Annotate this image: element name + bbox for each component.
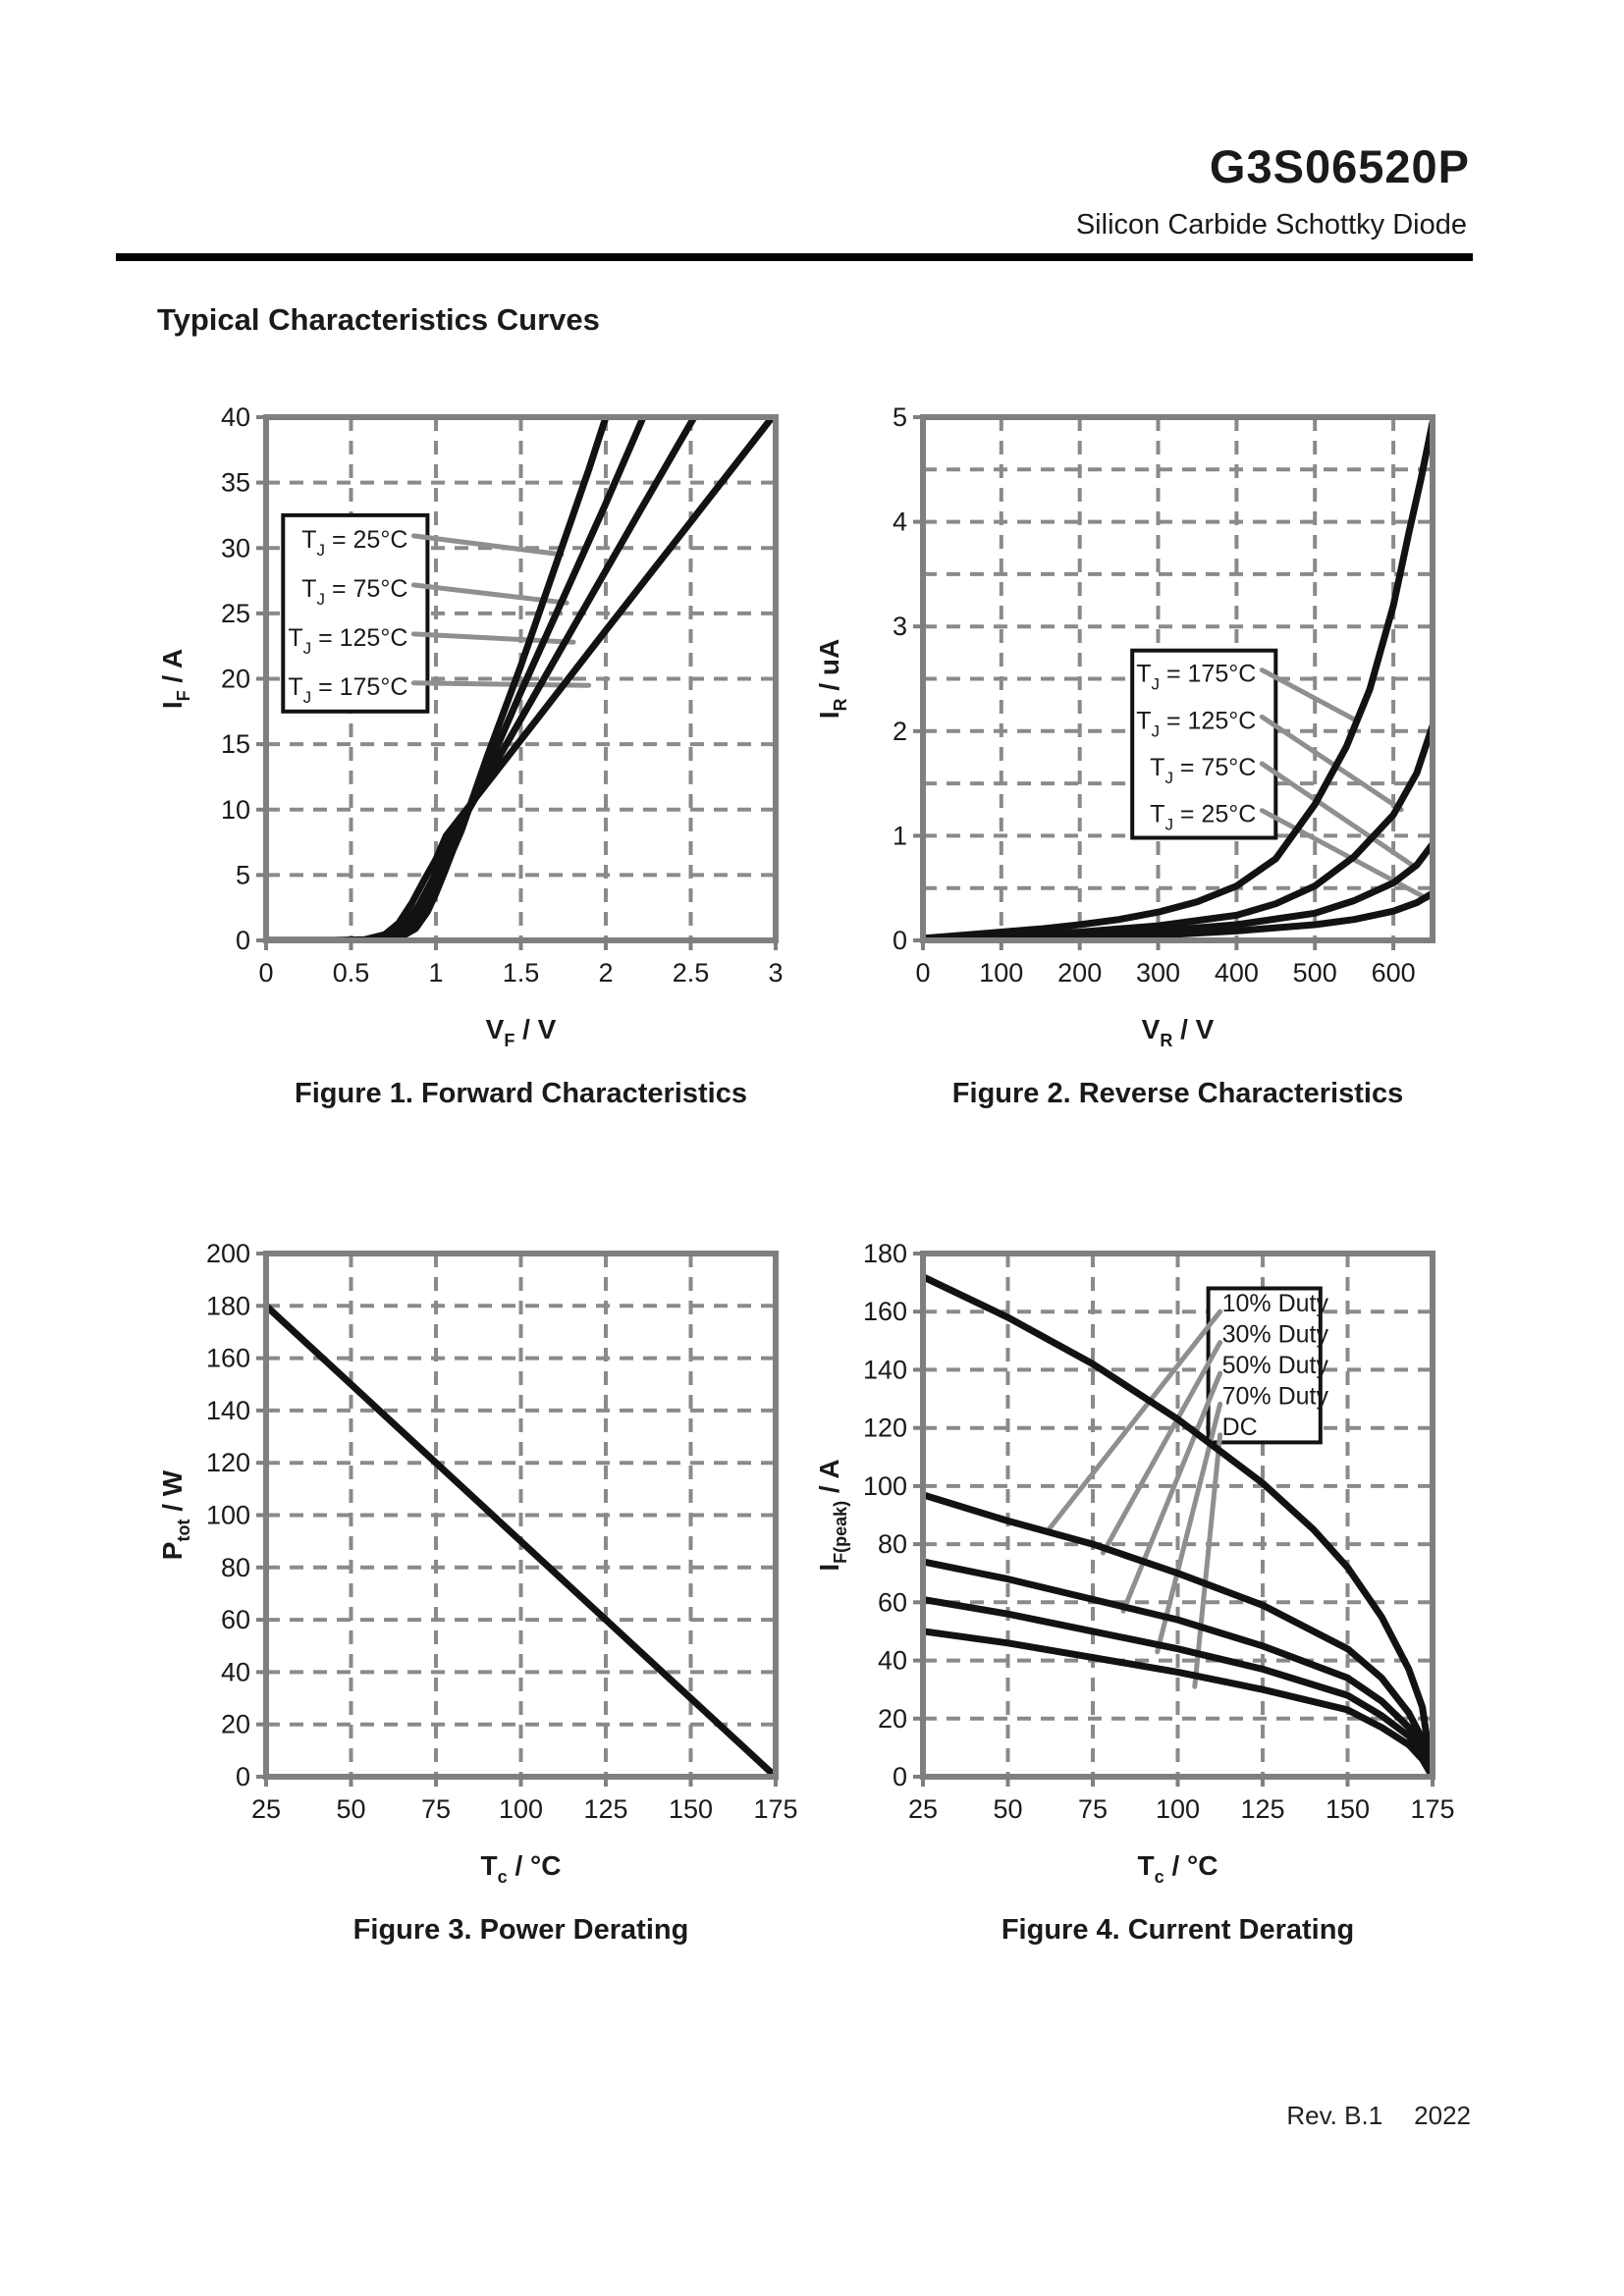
- tick-label: 1.5: [502, 958, 540, 988]
- tick-label: 15: [220, 729, 250, 760]
- tick-label: 80: [877, 1529, 907, 1560]
- fig4-legend-label-duty-30: 30% Duty: [1221, 1320, 1328, 1349]
- tick-label: 180: [862, 1239, 907, 1268]
- revision-label: Rev. B.1: [1286, 2101, 1383, 2130]
- fig3-grid: [266, 1254, 776, 1777]
- tick-label: 180: [205, 1291, 250, 1321]
- fig3-caption: Figure 3. Power Derating: [352, 1914, 689, 1946]
- fig3-chart: [157, 1239, 798, 1946]
- fig4-ticks: [863, 1239, 1455, 1824]
- tick-label: 100: [498, 1794, 544, 1824]
- section-heading: Typical Characteristics Curves: [157, 302, 600, 337]
- tick-label: 20: [877, 1703, 907, 1734]
- tick-label: 80: [220, 1552, 250, 1582]
- fig4-x-axis-title: $T_c / ^\circ C$: [1137, 1850, 1218, 1887]
- tick-label: 40: [220, 402, 250, 432]
- page-footer: [1286, 2101, 1471, 2131]
- tick-label: 30: [220, 533, 250, 563]
- tick-label: 100: [979, 958, 1024, 988]
- tick-label: 2.5: [672, 958, 710, 988]
- tick-label: 2: [892, 716, 907, 746]
- fig3-ticks: [206, 1239, 798, 1824]
- fig1-legend-label-tj-25c: $T_J = 25^\circ C$: [301, 525, 408, 560]
- fig2-legend-label-tj-75c: $T_J = 75^\circ C$: [1150, 754, 1257, 787]
- fig1-x-axis-title: $V_F$ / V: [485, 1014, 557, 1050]
- fig2-legend-label-tj-25c: $T_J = 25^\circ C$: [1150, 800, 1257, 834]
- fig4-legend-label-duty-50: 50% Duty: [1221, 1352, 1328, 1379]
- tick-label: 75: [1077, 1794, 1109, 1824]
- tick-label: 25: [220, 598, 250, 628]
- tick-label: 3: [892, 612, 907, 642]
- tick-label: 100: [862, 1470, 907, 1501]
- tick-label: 200: [1057, 958, 1103, 988]
- part-number: G3S06520P: [1209, 140, 1470, 192]
- tick-label: 200: [205, 1239, 250, 1268]
- tick-label: 20: [220, 664, 250, 694]
- fig2-y-axis-title: $I_R$ / uA: [814, 638, 850, 720]
- tick-label: 20: [220, 1709, 250, 1739]
- tick-label: 120: [862, 1413, 907, 1443]
- tick-label: 0.5: [332, 958, 370, 988]
- tick-label: 400: [1214, 958, 1259, 988]
- tick-label: 300: [1135, 958, 1181, 988]
- tick-label: 25: [907, 1794, 939, 1824]
- tick-label: 120: [205, 1448, 250, 1478]
- tick-label: 5: [892, 402, 907, 432]
- tick-label: 140: [205, 1395, 250, 1425]
- fig4-legend-label-duty-70: 70% Duty: [1221, 1382, 1328, 1411]
- fig1-y-axis-title: $I_F$ / A: [157, 648, 193, 710]
- tick-label: 4: [892, 507, 907, 537]
- tick-label: 0: [915, 958, 931, 988]
- tick-label: 1: [428, 958, 444, 988]
- fig4-caption: Figure 4. Current Derating: [1001, 1914, 1355, 1946]
- tick-label: 175: [753, 1794, 798, 1824]
- tick-label: 175: [1410, 1794, 1455, 1824]
- tick-label: 5: [235, 860, 250, 890]
- tick-label: 0: [235, 1762, 250, 1791]
- fig2-x-axis-title: $V_R$ / V: [1141, 1014, 1215, 1050]
- tick-label: 125: [1240, 1794, 1285, 1824]
- tick-label: 500: [1292, 958, 1337, 988]
- tick-label: 10: [220, 794, 250, 825]
- tick-label: 0: [892, 926, 907, 955]
- tick-label: 125: [583, 1794, 628, 1824]
- tick-label: 75: [420, 1794, 452, 1824]
- fig1-legend-leaders: [413, 536, 588, 685]
- fig4-chart: [814, 1239, 1455, 1946]
- fig2-caption: Figure 2. Reverse Characteristics: [951, 1078, 1404, 1109]
- tick-label: 160: [205, 1343, 250, 1373]
- tick-label: 1: [892, 821, 907, 851]
- tick-label: 160: [862, 1297, 907, 1327]
- tick-label: 150: [668, 1794, 714, 1824]
- fig3-x-axis-title: $T_c / ^\circ C$: [480, 1850, 562, 1887]
- tick-label: 50: [336, 1794, 366, 1824]
- fig1-chart: [157, 402, 784, 1109]
- fig2-legend-label-tj-125c: $T_J = 125^\circ C$: [1136, 707, 1257, 741]
- tick-label: 35: [220, 467, 250, 498]
- tick-label: 0: [235, 926, 250, 955]
- tick-label: 40: [220, 1657, 250, 1687]
- year-label: 2022: [1414, 2101, 1471, 2130]
- fig2-chart: [814, 402, 1433, 1109]
- tick-label: 60: [220, 1605, 250, 1635]
- fig1-legend-label-tj-75c: $T_J = 75^\circ C$: [301, 574, 408, 609]
- fig1-caption: Figure 1. Forward Characteristics: [295, 1078, 747, 1109]
- tick-label: 3: [768, 958, 784, 988]
- fig4-legend-label-duty-10: 10% Duty: [1221, 1290, 1328, 1318]
- tick-label: 60: [877, 1587, 907, 1618]
- fig4-y-axis-title: $I_{F(peak)}$ / A: [814, 1459, 850, 1572]
- tick-label: 2: [598, 958, 614, 988]
- tick-label: 40: [877, 1645, 907, 1676]
- tick-label: 150: [1325, 1794, 1371, 1824]
- fig1-legend-label-tj-125c: $T_J = 125^\circ C$: [288, 623, 408, 658]
- tick-label: 50: [993, 1794, 1023, 1824]
- tick-label: 0: [892, 1762, 907, 1791]
- tick-label: 140: [862, 1355, 907, 1385]
- fig3-y-axis-title: $P_{tot}$ / W: [157, 1469, 193, 1561]
- part-description: Silicon Carbide Schottky Diode: [1075, 209, 1467, 240]
- tick-label: 100: [205, 1500, 250, 1530]
- tick-label: 100: [1155, 1794, 1201, 1824]
- fig4-legend-label-dc: DC: [1221, 1413, 1258, 1441]
- tick-label: 0: [258, 958, 274, 988]
- fig2-legend-label-tj-175c: $T_J = 175^\circ C$: [1136, 660, 1257, 694]
- tick-label: 600: [1371, 958, 1416, 988]
- fig1-legend-label-tj-175c: $T_J = 175^\circ C$: [288, 672, 408, 707]
- tick-label: 25: [250, 1794, 282, 1824]
